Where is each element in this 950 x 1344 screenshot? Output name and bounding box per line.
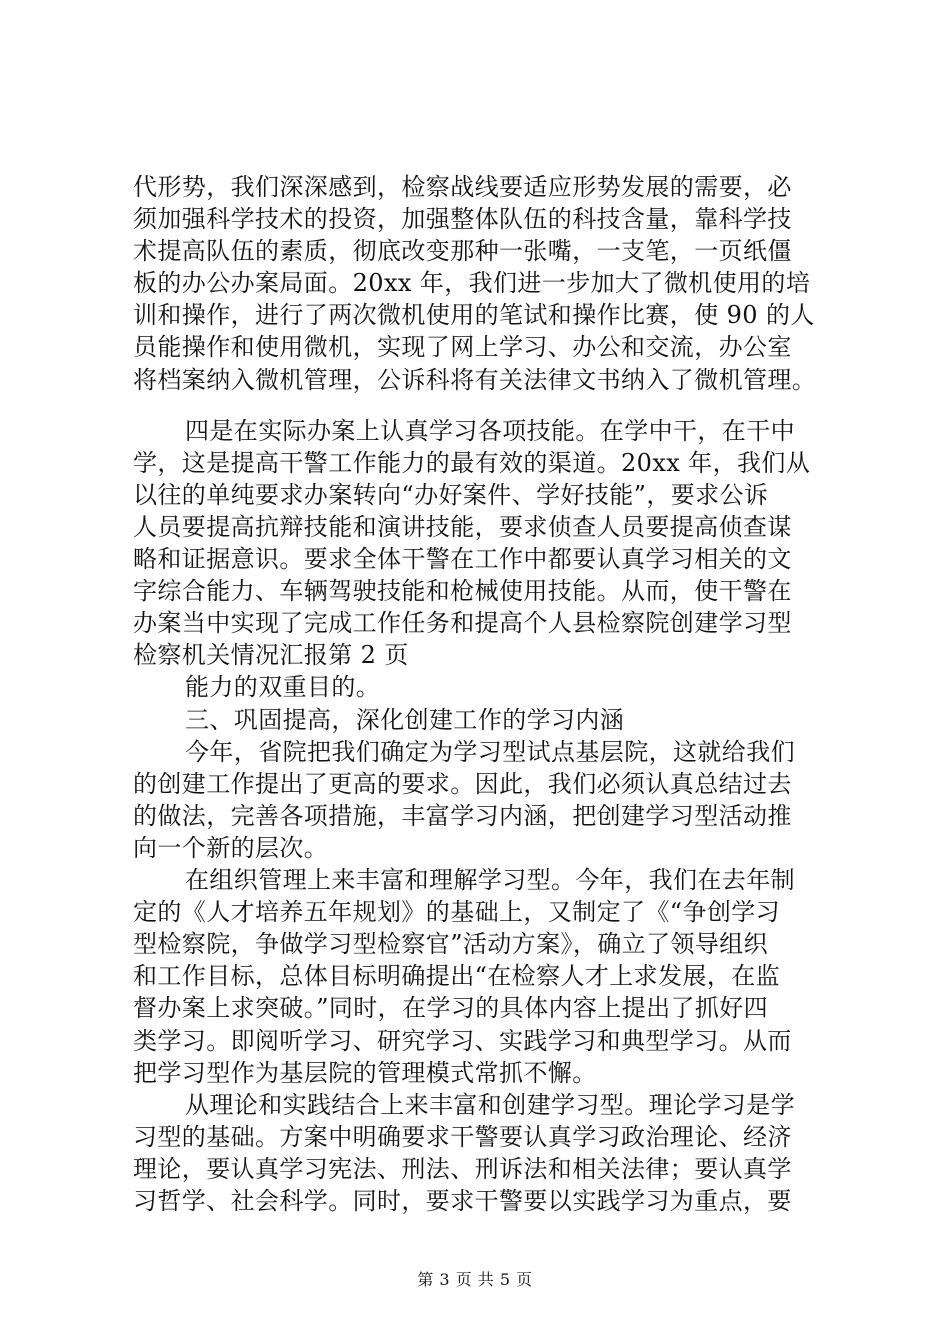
text-line: 定的《人才培养五年规划》的基础上，又制定了《“争创学习: [133, 898, 781, 926]
text-line: 以往的单纯要求办案转向“办好案件、学好技能”，要求公诉: [133, 481, 769, 509]
text-line: 员能操作和使用微机，实现了网上学习、办公和交流，办公室: [133, 333, 792, 361]
text-line: 须加强科学技术的投资，加强整体队伍的科技含量，靠科学技: [133, 205, 792, 233]
text-line: 类学习。即阅听学习、研究学习、实践学习和典型学习。从而: [133, 1027, 792, 1055]
text-line: 向一个新的层次。: [133, 834, 329, 862]
paragraph-start-line: 四是在实际办案上认真学习各项技能。在学中干，在干中: [185, 417, 795, 445]
text-line: 理论，要认真学习宪法、刑法、刑诉法和相关法律；要认真学: [133, 1155, 792, 1183]
text-line: 督办案上求突破。”同时，在学习的具体内容上提出了抓好四: [133, 994, 769, 1022]
text-line: 习型的基础。方案中明确要求干警要认真学习政治理论、经济: [133, 1123, 792, 1151]
text-line: 把学习型作为基层院的管理模式常抓不懈。: [133, 1059, 597, 1087]
text-line: 人员要提高抗辩技能和演讲技能，要求侦查人员要提高侦查谋: [133, 513, 792, 541]
text-line: 和工作目标，总体目标明确提出“在检察人才上求发展，在监: [133, 962, 781, 990]
text-line: 代形势，我们深深感到，检察战线要适应形势发展的需要，必: [133, 173, 792, 201]
text-line: 能力的双重目的。: [185, 673, 381, 701]
section-heading: 三、巩固提高，深化创建工作的学习内涵: [185, 706, 625, 734]
text-line: 略和证据意识。要求全体干警在工作中都要认真学习相关的文: [133, 545, 792, 573]
text-line: 检察机关情况汇报第 2 页: [133, 641, 409, 669]
page-footer: 第 3 页 共 5 页: [417, 1270, 533, 1289]
text-line: 字综合能力、车辆驾驶技能和枪械使用技能。从而，使干警在: [133, 577, 792, 605]
paragraph-start-line: 今年，省院把我们确定为学习型试点基层院，这就给我们: [185, 738, 795, 766]
text-line: 术提高队伍的素质，彻底改变那种一张嘴，一支笔，一页纸僵: [133, 237, 792, 265]
text-line: 的创建工作提出了更高的要求。因此，我们必须认真总结过去: [133, 770, 792, 798]
text-line: 将档案纳入微机管理，公诉科将有关法律文书纳入了微机管理。: [133, 366, 817, 394]
text-line: 习哲学、社会科学。同时，要求干警要以实践学习为重点，要: [133, 1187, 792, 1215]
text-line: 型检察院，争做学习型检察官”活动方案》，确立了领导组织: [133, 930, 769, 958]
text-line: 板的办公办案局面。20xx 年，我们进一步加大了微机使用的培: [133, 269, 811, 297]
paragraph-start-line: 从理论和实践结合上来丰富和创建学习型。理论学习是学: [185, 1091, 795, 1119]
text-line: 办案当中实现了完成工作任务和提高个人县检察院创建学习型: [133, 609, 792, 637]
text-line: 训和操作，进行了两次微机使用的笔试和操作比赛，使 90 的人: [133, 301, 815, 329]
text-line: 学，这是提高干警工作能力的最有效的渠道。20xx 年，我们从: [133, 449, 811, 477]
text-line: 的做法，完善各项措施，丰富学习内涵，把创建学习型活动推: [133, 802, 792, 830]
paragraph-start-line: 在组织管理上来丰富和理解学习型。今年，我们在去年制: [185, 866, 795, 894]
